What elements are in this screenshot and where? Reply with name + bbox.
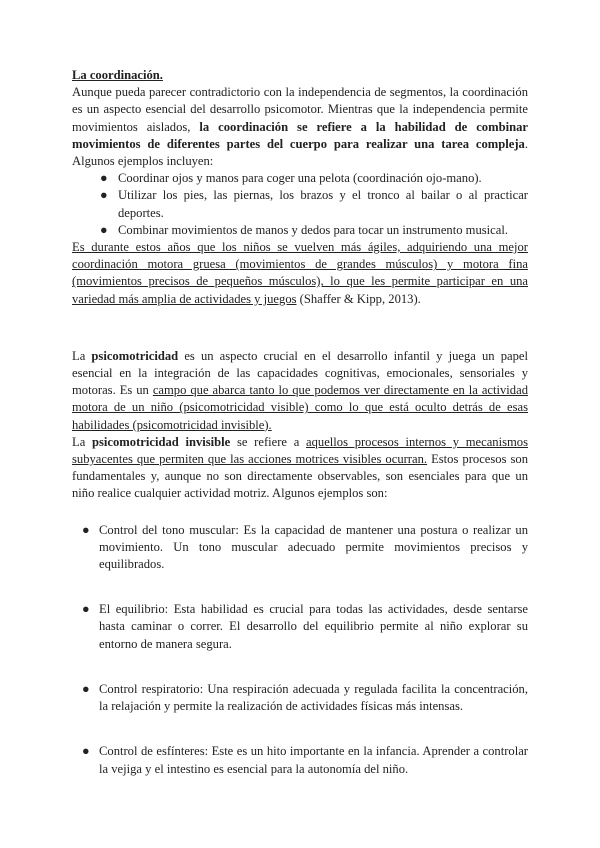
- bold-run: psicomotricidad: [91, 348, 179, 363]
- coordination-examples-list: [72, 170, 528, 239]
- section-heading-coordinacion: [72, 67, 528, 84]
- text-run: La: [72, 434, 92, 449]
- text-run: . Algunos ejemplos incluyen:: [72, 136, 528, 169]
- list-item-text: Control de esfínteres: Este es un hito importante en la infancia. Aprender a controlar la vejiga y el intestino es esencial para la autonomía del niño.: [99, 744, 528, 776]
- list-item: [72, 522, 528, 574]
- list-item: [72, 681, 528, 715]
- paragraph-coordinacion-development: [72, 239, 528, 308]
- list-item-text: Coordinar ojos y manos para coger una pelota (coordinación ojo-mano).: [118, 171, 482, 186]
- list-item-text: El equilibrio: Esta habilidad es crucial para todas las actividades, desde sentarse hasta caminar o correr. El desarrollo del equilibrio permite al niño explorar su entorno de manera segura.: [99, 602, 528, 651]
- bullet-icon: ●: [82, 602, 90, 617]
- paragraph-psicomotricidad-intro: [72, 348, 528, 434]
- underlined-run: campo que abarca tanto lo que podemos ver directamente en la actividad motora de un niño (psicomotricidad visible) como lo que está oculto detrás de esas habilidades (psicomotricidad invisible).: [72, 383, 528, 432]
- paragraph-coordinacion-intro: [72, 84, 528, 170]
- list-item: [72, 187, 528, 221]
- underlined-run: Es durante estos años que los niños se vuelven más ágiles, adquiriendo una mejor coordinación motora gruesa (movimientos de grandes músculos) y motora fina (movimientos precisos de pequeños músculos), lo que les permite participar en una variedad más amplia de actividades y juegos: [72, 240, 528, 306]
- list-item-text: Control respiratorio: Una respiración adecuada y regulada facilita la concentración, la relajación y permite la realización de actividades físicas más intensas.: [99, 681, 528, 714]
- text-run: Estos procesos son fundamentales y, aunque no son directamente observables, son esenciales para que un niño realice cualquier actividad motriz. Algunos ejemplos son:: [72, 452, 528, 501]
- citation: (Shaffer & Kipp, 2013).: [296, 291, 421, 306]
- spacer: [72, 308, 528, 348]
- paragraph-psicomotricidad-invisible: [72, 434, 528, 503]
- spacer: [72, 503, 528, 522]
- bold-run: psicomotricidad invisible: [92, 434, 231, 449]
- list-item-text: Combinar movimientos de manos y dedos para tocar un instrumento musical.: [118, 222, 508, 237]
- bullet-icon: ●: [82, 681, 90, 696]
- list-item-text: Control del tono muscular: Es la capacidad de mantener una postura o realizar un movimiento. Un tono muscular adecuado permite movimientos precisos y equilibrados.: [99, 522, 528, 572]
- bold-run: la coordinación se refiere a la habilidad de combinar movimientos de diferentes partes del cuerpo para realizar una tarea compleja: [72, 119, 528, 151]
- text-run: es un aspecto crucial en el desarrollo infantil y juega un papel esencial en la integración de las capacidades cognitivas, emocionales, sensoriales y motoras. Es un: [72, 348, 528, 398]
- bullet-icon: ●: [100, 222, 108, 237]
- list-item: [72, 222, 528, 239]
- list-item-text: Utilizar los pies, las piernas, los brazos y el tronco al bailar o al practicar deportes.: [118, 188, 528, 220]
- invisible-psychomotor-examples-list: [72, 522, 528, 778]
- list-item: [72, 743, 528, 777]
- bullet-icon: ●: [100, 171, 108, 186]
- list-item: [72, 601, 528, 653]
- underlined-run: aquellos procesos internos y mecanismos subyacentes que permiten que las acciones motrices visibles ocurran.: [72, 434, 528, 467]
- list-item: [72, 170, 528, 187]
- text-run: se refiere a: [230, 434, 307, 449]
- bullet-icon: ●: [100, 188, 108, 203]
- bullet-icon: ●: [82, 522, 90, 537]
- text-run: Aunque pueda parecer contradictorio con la independencia de segmentos, la coordinación es un aspecto esencial del desarrollo psicomotor. Mientras que la independencia permite movimientos aislados,: [72, 85, 528, 134]
- text-run: La: [72, 348, 92, 363]
- heading-text: La coordinación.: [72, 68, 163, 82]
- bullet-icon: ●: [82, 744, 90, 759]
